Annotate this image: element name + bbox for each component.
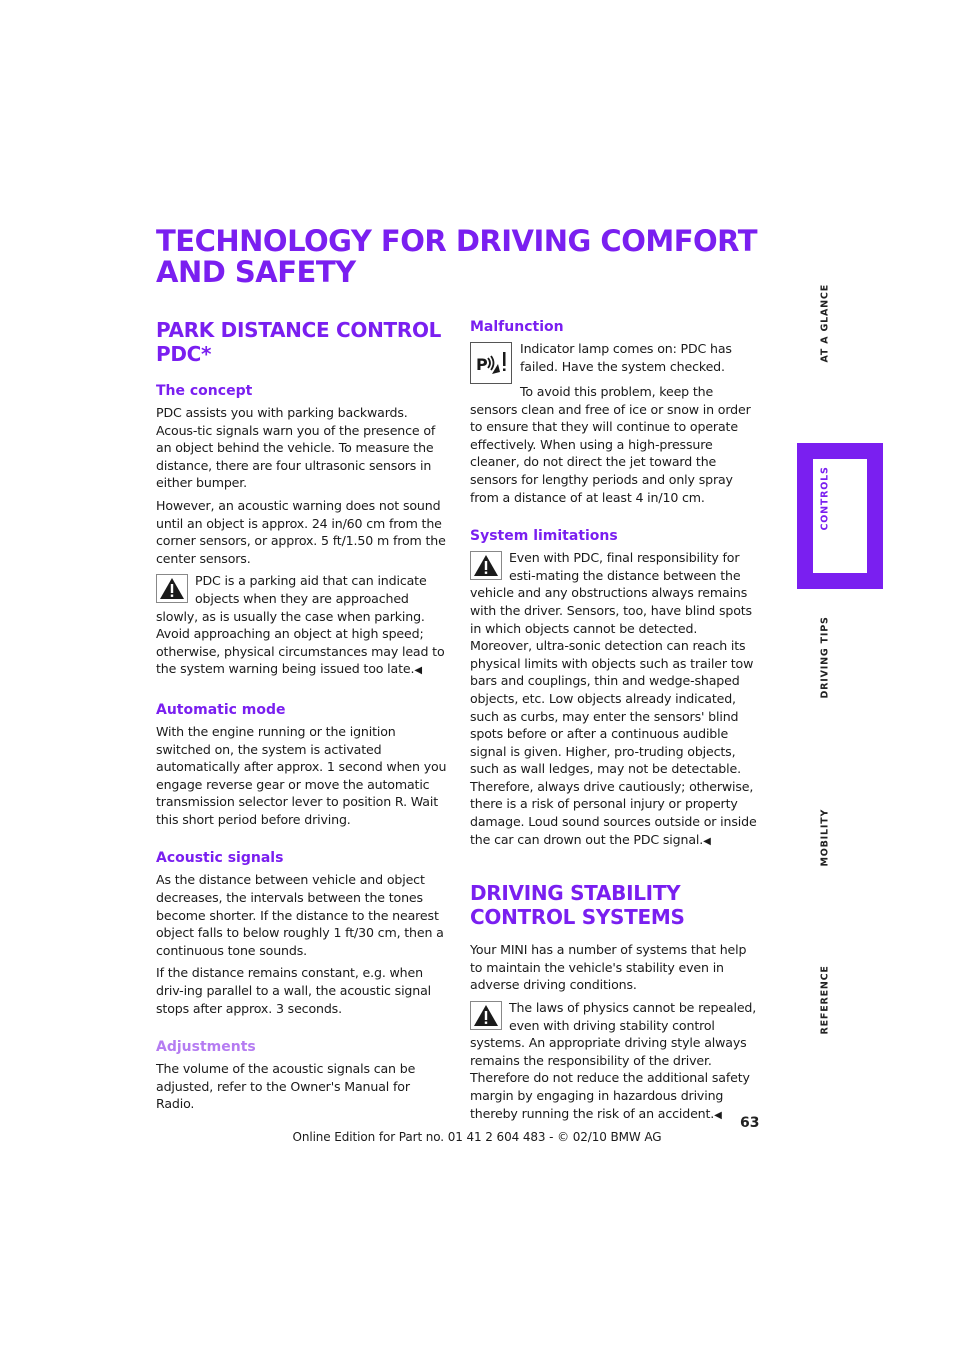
warning-triangle-icon	[470, 551, 502, 580]
subheading-adjustments: Adjustments	[156, 1039, 256, 1056]
warning-triangle-icon	[156, 574, 188, 603]
concept-paragraph-1: PDC assists you with parking backwards. Acous-tic signals warn you of the presence of an object behind the vehicle. To measure the distance, there are four ultrasonic sensors in either bumper.	[156, 405, 436, 491]
acoustic-paragraph-2: If the distance remains constant, e.g. when driv-ing parallel to a wall, the acoustic signal stops after approx. 3 seconds.	[156, 965, 432, 1016]
sidebar-tab-at-a-glance[interactable]	[810, 284, 840, 363]
pdc-indicator-icon	[470, 342, 512, 384]
sidebar-tab-label: MOBILITY	[819, 808, 831, 867]
section-heading-dsc: DRIVING STABILITY CONTROL SYSTEMS	[470, 881, 685, 930]
concept-paragraph-2: However, an acoustic warning does not sound until an object is approx. 24 in/60 cm from the corner sensors, or approx. 5 ft/1.50 m from the center sensors.	[156, 497, 446, 566]
acoustic-paragraph-1: As the distance between vehicle and object decreases, the intervals between the tones become shorter. If the distance to the nearest object falls to below roughly 1 ft/30 cm, then a continuous tone sounds.	[156, 872, 444, 958]
sidebar-tab-controls[interactable]	[810, 510, 840, 521]
auto-paragraph-1: With the engine running or the ignition switched on, the system is activated automatically after approx. 1 second when you engage reverse gear or move the automatic transmission selector lever to position R. Wait this short period before driving.	[156, 723, 447, 827]
malfunction-paragraph-1	[470, 340, 762, 378]
sidebar-tab-label: DRIVING TIPS	[819, 616, 831, 699]
malfunction-text: Indicator lamp comes on: PDC has failed. Have the system checked.	[520, 341, 732, 374]
dsc-warning-text: The laws of physics cannot be repealed, even with driving stability control systems. An appropriate driving style always remains the responsibility of the driver. Therefore do not reduce the additional safety margin by engaging in hazardous driving thereby running the risk of an accident.	[470, 1000, 757, 1121]
left-column	[156, 318, 448, 1118]
section-heading-pdc: PARK DISTANCE CONTROL PDC*	[156, 318, 442, 366]
subheading-concept: The concept	[156, 383, 253, 399]
sidebar-tab-mobility[interactable]	[810, 808, 840, 867]
limits-warning	[470, 549, 762, 850]
concept-warning	[156, 572, 448, 680]
footer: Online Edition for Part no. 01 41 2 604 483 - © 02/10 BMW AG	[292, 1130, 662, 1144]
end-mark: ◀	[714, 1109, 722, 1121]
right-column	[470, 318, 762, 1129]
dsc-warning	[470, 999, 762, 1124]
sidebar-tab-label: REFERENCE	[819, 965, 831, 1035]
limits-warning-text: Even with PDC, final responsibility for esti-mating the distance between the vehicle and any obstructions always remains with the driver. Sensors, too, have blind spots in which objects cannot be detected. Moreover, ultra-sonic detection can reach its physical limits with objects such as trailer tow bars and couplings, thin and wedge-shaped objects, etc. Low objects already indicated, such as curbs, may enter the sensors' blind spots before or after a continuous audible signal is given. Higher, pro-truding objects, such as wall ledges, may not be detectable. Therefore, always drive cautiously; otherwise, there is a risk of personal injury or property damage. Loud sound sources outside or inside the car can drown out the PDC signal.	[470, 550, 757, 847]
concept-warning-text: PDC is a parking aid that can indicate objects when they are approached slowly, as is usually the case when parking. Avoid approaching an object at high speed; otherwise, physical circumstances may lead to the system warning being issued too late.	[156, 573, 445, 677]
warning-triangle-icon	[470, 1001, 502, 1030]
subheading-malfunction: Malfunction	[470, 319, 564, 335]
sidebar-tab-reference[interactable]	[810, 965, 840, 1035]
end-mark: ◀	[703, 835, 711, 847]
adjust-paragraph-1: The volume of the acoustic signals can be adjusted, refer to the Owner's Manual for Radio.	[156, 1061, 416, 1112]
page-title: TECHNOLOGY FOR DRIVING COMFORT AND SAFETY	[156, 224, 757, 289]
subheading-system-limitations: System limitations	[470, 528, 618, 545]
malfunction-paragraph-2: To avoid this problem, keep the sensors clean and free of ice or snow in order to ensure that they will continue to operate effectively. When using a high-pressure cleaner, do not direct the jet toward the sensors for lengthy periods and only spray from a distance of at least 4 in/10 cm.	[470, 384, 751, 505]
dsc-paragraph-1: Your MINI has a number of systems that help to maintain the vehicle's stability even in adverse driving conditions.	[470, 942, 747, 993]
page-number: 63	[740, 1115, 760, 1131]
sidebar-tab-label: AT A GLANCE	[819, 284, 831, 363]
sidebar-tab-driving-tips[interactable]	[810, 616, 840, 699]
end-mark: ◀	[414, 665, 422, 677]
subheading-automatic-mode: Automatic mode	[156, 701, 286, 718]
svg-text:P: P	[476, 355, 488, 374]
subheading-acoustic-signals: Acoustic signals	[156, 850, 284, 867]
sidebar-tab-label	[820, 501, 831, 531]
